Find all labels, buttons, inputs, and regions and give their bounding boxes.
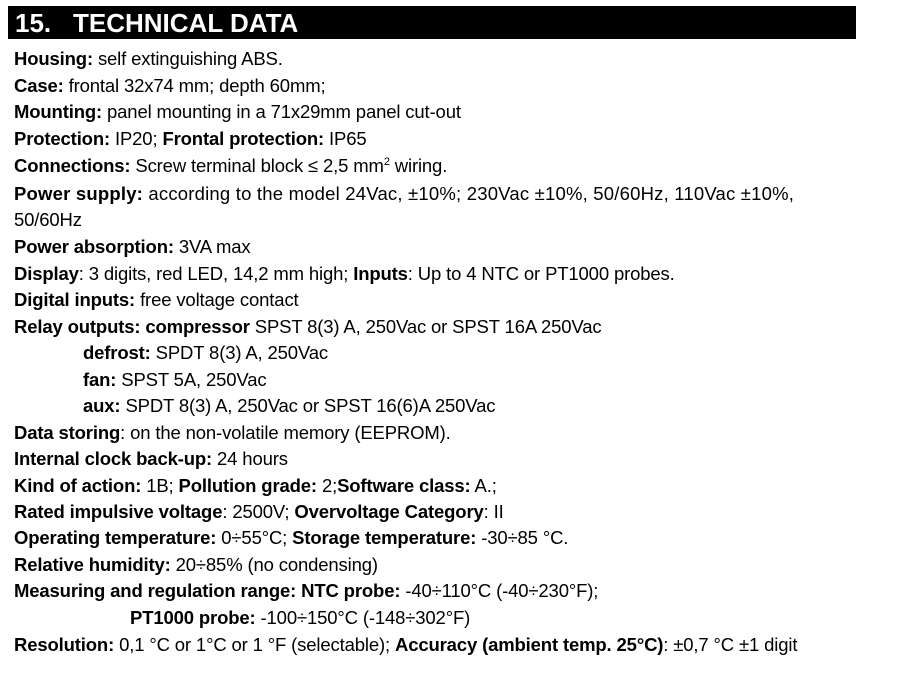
section-title: TECHNICAL DATA [73, 8, 299, 38]
spec-value: : on the non-volatile memory (EEPROM). [120, 422, 451, 443]
spec-rated-voltage [14, 499, 867, 525]
spec-value: wiring. [389, 155, 448, 176]
spec-value: 0÷55°C; [216, 527, 293, 548]
spec-value: : II [483, 501, 504, 522]
spec-label: Case: [14, 75, 64, 96]
spec-label: Connections: [14, 155, 131, 176]
spec-value: : 3 digits, red LED, 14,2 mm high; [78, 263, 354, 284]
spec-range-pt1000 [130, 605, 867, 631]
spec-label: Power absorption: [14, 236, 174, 257]
spec-protection [14, 126, 867, 152]
spec-internal-clock [14, 446, 867, 472]
spec-value: IP20; [110, 128, 163, 149]
spec-value: : ±0,7 °C ±1 digit [663, 634, 798, 655]
spec-label: Data storing [14, 422, 121, 443]
spec-value: 24 hours [212, 448, 288, 469]
spec-value: frontal 32x74 mm; depth 60mm; [63, 75, 326, 96]
spec-value: 3VA max [173, 236, 251, 257]
spec-value: SPDT 8(3) A, 250Vac or SPST 16(6)A 250Vac [120, 395, 496, 416]
spec-value: SPDT 8(3) A, 250Vac [150, 342, 328, 363]
spec-range [14, 578, 867, 604]
spec-value: SPST 5A, 250Vac [116, 369, 267, 390]
spec-data-storing [14, 420, 867, 446]
spec-value: 50/60Hz [14, 209, 82, 230]
spec-resolution [14, 632, 867, 658]
spec-label: Display [14, 263, 79, 284]
spec-label: Internal clock back-up: [14, 448, 213, 469]
spec-relay-aux [83, 393, 867, 419]
spec-label: Protection: [14, 128, 110, 149]
spec-label: Digital inputs: [14, 289, 136, 310]
spec-housing [14, 46, 867, 72]
spec-value: self extinguishing ABS. [92, 48, 283, 69]
spec-value: according to the model 24Vac, ±10%; 230Vac ±10%, 50/60Hz, 110Vac ±10%, [143, 183, 795, 204]
spec-value: 1B; [141, 475, 179, 496]
spec-label: Power supply: [14, 183, 144, 204]
spec-label: Rated impulsive voltage [14, 501, 223, 522]
spec-mounting [14, 99, 867, 125]
spec-label: Mounting: [14, 101, 103, 122]
spec-digital-inputs [14, 287, 867, 313]
spec-power-supply-cont [14, 207, 867, 233]
spec-label: Storage temperature: [292, 527, 477, 548]
spec-humidity [14, 552, 867, 578]
spec-value: -40÷110°C (-40÷230°F); [400, 580, 599, 601]
spec-operating-temp [14, 525, 867, 551]
spec-power-absorption [14, 234, 867, 260]
spec-label: Overvoltage Category [294, 501, 484, 522]
spec-relay-outputs [14, 314, 867, 340]
spec-value: : Up to 4 NTC or PT1000 probes. [407, 263, 675, 284]
section-header [8, 6, 856, 39]
spec-kind-of-action [14, 473, 867, 499]
spec-label: PT1000 probe: [130, 607, 256, 628]
spec-label: Frontal protection: [162, 128, 325, 149]
spec-value: panel mounting in a 71x29mm panel cut-out [102, 101, 461, 122]
spec-value: 20÷85% (no condensing) [170, 554, 378, 575]
spec-label: Relative humidity: [14, 554, 171, 575]
spec-display [14, 261, 867, 287]
spec-label: fan: [83, 369, 117, 390]
spec-label: defrost: [83, 342, 151, 363]
spec-label: Housing: [14, 48, 93, 69]
spec-label: Inputs [353, 263, 408, 284]
spec-label: Resolution: [14, 634, 115, 655]
spec-value: free voltage contact [135, 289, 299, 310]
spec-label: Software class: [337, 475, 471, 496]
spec-power-supply [14, 181, 867, 207]
superscript: 2 [383, 155, 390, 168]
spec-label: Operating temperature: [14, 527, 217, 548]
spec-value: SPST 8(3) A, 250Vac or SPST 16A 250Vac [249, 316, 602, 337]
spec-relay-fan [83, 367, 867, 393]
spec-label: Pollution grade: [178, 475, 317, 496]
spec-value: 0,1 °C or 1°C or 1 °F (selectable); [114, 634, 395, 655]
section-number: 15. [15, 8, 52, 38]
spec-value: 2; [316, 475, 338, 496]
spec-case [14, 73, 867, 99]
spec-label: Relay outputs: compressor [14, 316, 250, 337]
spec-label: Measuring and regulation range: NTC probe: [14, 580, 401, 601]
spec-value: -30÷85 °C. [476, 527, 569, 548]
spec-label: Accuracy (ambient temp. 25°C) [394, 634, 664, 655]
spec-value: IP65 [324, 128, 367, 149]
spec-value: A.; [470, 475, 497, 496]
spec-relay-defrost [83, 340, 867, 366]
spec-label: Kind of action: [14, 475, 142, 496]
spec-value: -100÷150°C (-148÷302°F) [255, 607, 471, 628]
spec-connections [14, 153, 867, 179]
spec-value: : 2500V; [222, 501, 295, 522]
spec-value: Screw terminal block ≤ 2,5 mm [130, 155, 384, 176]
spec-label: aux: [83, 395, 121, 416]
